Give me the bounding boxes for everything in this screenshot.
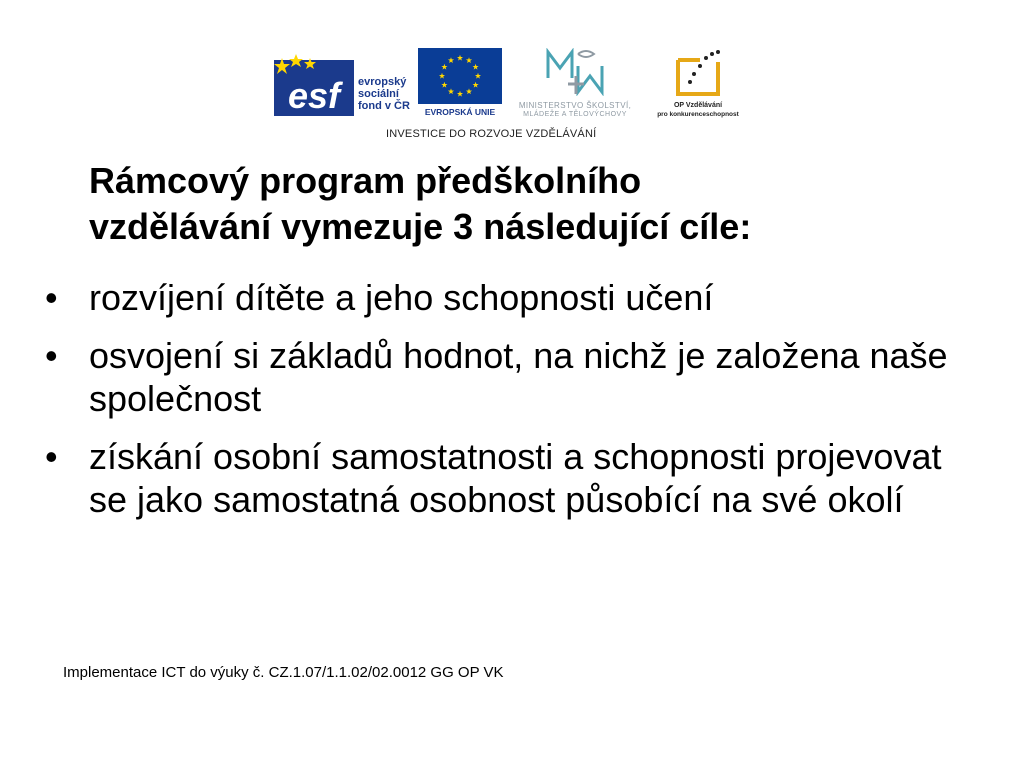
op-logo [648, 48, 748, 122]
goal-item [45, 276, 965, 319]
eu-star-icon [457, 55, 463, 61]
goal-text: osvojení si základů hodnot, na nichž je založena naše společnost [89, 335, 948, 419]
eu-star-icon [448, 57, 454, 63]
op-mark-icon [670, 48, 728, 100]
eu-star-icon [475, 73, 481, 79]
eu-star-icon [448, 88, 454, 94]
banner-tagline: INVESTICE DO ROZVOJE VZDĚLÁVÁNÍ [386, 128, 597, 140]
msmt-mark-icon [544, 48, 606, 96]
goal-item [45, 435, 965, 521]
logo-banner [272, 46, 752, 146]
slide-heading [89, 158, 979, 250]
msmt-logo [506, 48, 644, 122]
heading-line: Rámcový program předškolního [89, 160, 642, 201]
esf-caption-line: fond v ČR [358, 100, 410, 112]
eu-flag-icon [418, 48, 502, 104]
eu-star-icon [439, 73, 445, 79]
eu-label: EVROPSKÁ UNIE [424, 107, 496, 117]
bullet-icon: • [45, 335, 58, 376]
eu-stars-icon [418, 48, 502, 104]
eu-star-icon [466, 88, 472, 94]
svg-text:esf: esf [287, 75, 341, 116]
bullet-icon: • [45, 436, 58, 477]
op-caption-line: pro konkurenceschopnost [657, 111, 739, 118]
project-footer: Implementace ICT do výuky č. CZ.1.07/1.1.02/02.0012 GG OP VK [63, 664, 504, 681]
eu-logo [418, 48, 502, 120]
goal-text: získání osobní samostatnosti a schopnosti projevovat se jako samostatná osobnost působící na své okolí [89, 436, 942, 520]
eu-star-icon [441, 82, 447, 88]
esf-caption-line: sociální [358, 88, 399, 100]
esf-caption-line: evropský [358, 76, 407, 88]
esf-mark-icon [274, 54, 354, 116]
goals-list [45, 276, 965, 536]
bullet-icon: • [45, 277, 58, 318]
msmt-caption-line: MLÁDEŽE A TĚLOVÝCHOVY [523, 111, 627, 118]
esf-logo [274, 48, 410, 120]
op-caption-line: OP Vzdělávání [673, 102, 723, 109]
msmt-caption-line: MINISTERSTVO ŠKOLSTVÍ, [518, 101, 632, 110]
esf-caption [358, 76, 410, 112]
eu-star-icon [466, 57, 472, 63]
eu-star-icon [457, 91, 463, 97]
eu-star-icon [441, 64, 447, 70]
goal-text: rozvíjení dítěte a jeho schopnosti učení [89, 277, 714, 318]
eu-star-icon [473, 64, 479, 70]
eu-star-icon [473, 82, 479, 88]
heading-line: vzdělávání vymezuje 3 následující cíle: [89, 206, 752, 247]
goal-item [45, 334, 965, 420]
